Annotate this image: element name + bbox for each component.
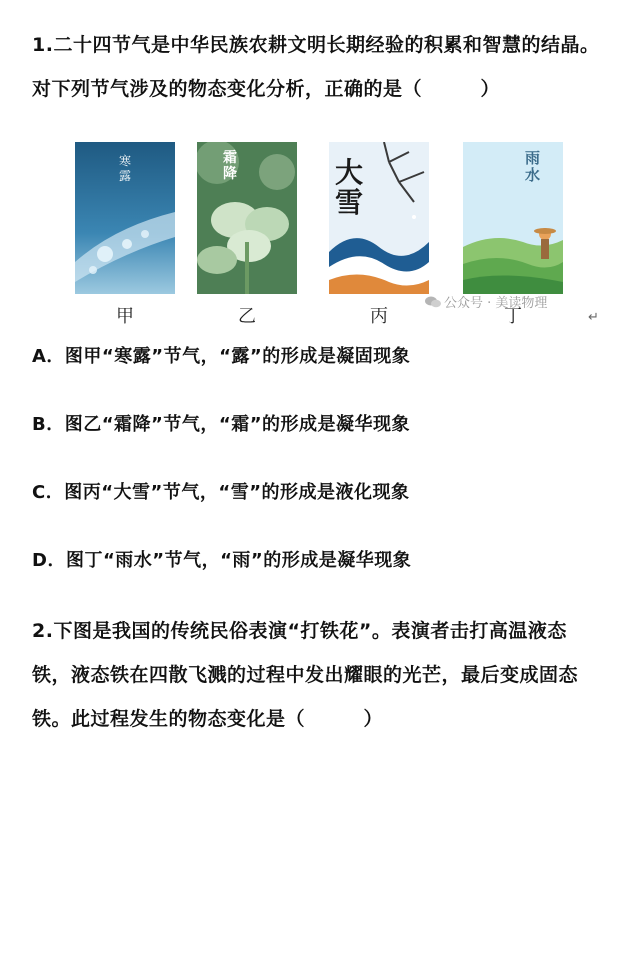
- poster-rain-water: [463, 142, 563, 294]
- caption-yi: 乙: [238, 306, 256, 327]
- watermark: [425, 292, 547, 311]
- wechat-icon: [425, 296, 441, 308]
- poster-frost-descent: [197, 142, 297, 294]
- poster-cold-dew-title: 寒露: [119, 154, 132, 183]
- poster-heavy-snow-title: 大雪: [335, 156, 364, 219]
- question-2-line-1: 2.下图是我国的传统民俗表演“打铁花”。表演者击打高温液态: [32, 620, 567, 642]
- return-mark: ↵: [588, 310, 599, 325]
- poster-heavy-snow: [329, 142, 429, 294]
- question-2-line-2: 铁，液态铁在四散飞溅的过程中发出耀眼的光芒，最后变成固态: [32, 664, 579, 686]
- caption-ding: 丁: [504, 306, 522, 327]
- option-d: D．图丁“雨水”节气，“雨”的形成是凝华现象: [32, 550, 412, 571]
- solar-terms-images: [75, 142, 599, 327]
- question-1-line-2: 对下列节气涉及的物态变化分析，正确的是（ ）: [32, 78, 501, 100]
- option-b: B．图乙“霜降”节气，“霜”的形成是凝华现象: [32, 414, 411, 435]
- poster-cold-dew: [75, 142, 175, 294]
- watermark-text: 公众号 · 美读物理: [444, 296, 548, 311]
- option-c: C．图丙“大雪”节气，“雪”的形成是液化现象: [32, 482, 410, 503]
- poster-rain-water-title: 雨水: [525, 149, 541, 184]
- question-2-line-3: 铁。此过程发生的物态变化是（ ）: [32, 708, 384, 730]
- question-1-line-1: 1.二十四节气是中华民族农耕文明长期经验的积累和智慧的结晶。: [32, 34, 600, 56]
- option-a: A．图甲“寒露”节气，“露”的形成是凝固现象: [32, 346, 411, 367]
- poster-frost-descent-title: 霜降: [223, 150, 237, 182]
- caption-jia: 甲: [116, 306, 134, 327]
- caption-bing: 丙: [370, 306, 388, 327]
